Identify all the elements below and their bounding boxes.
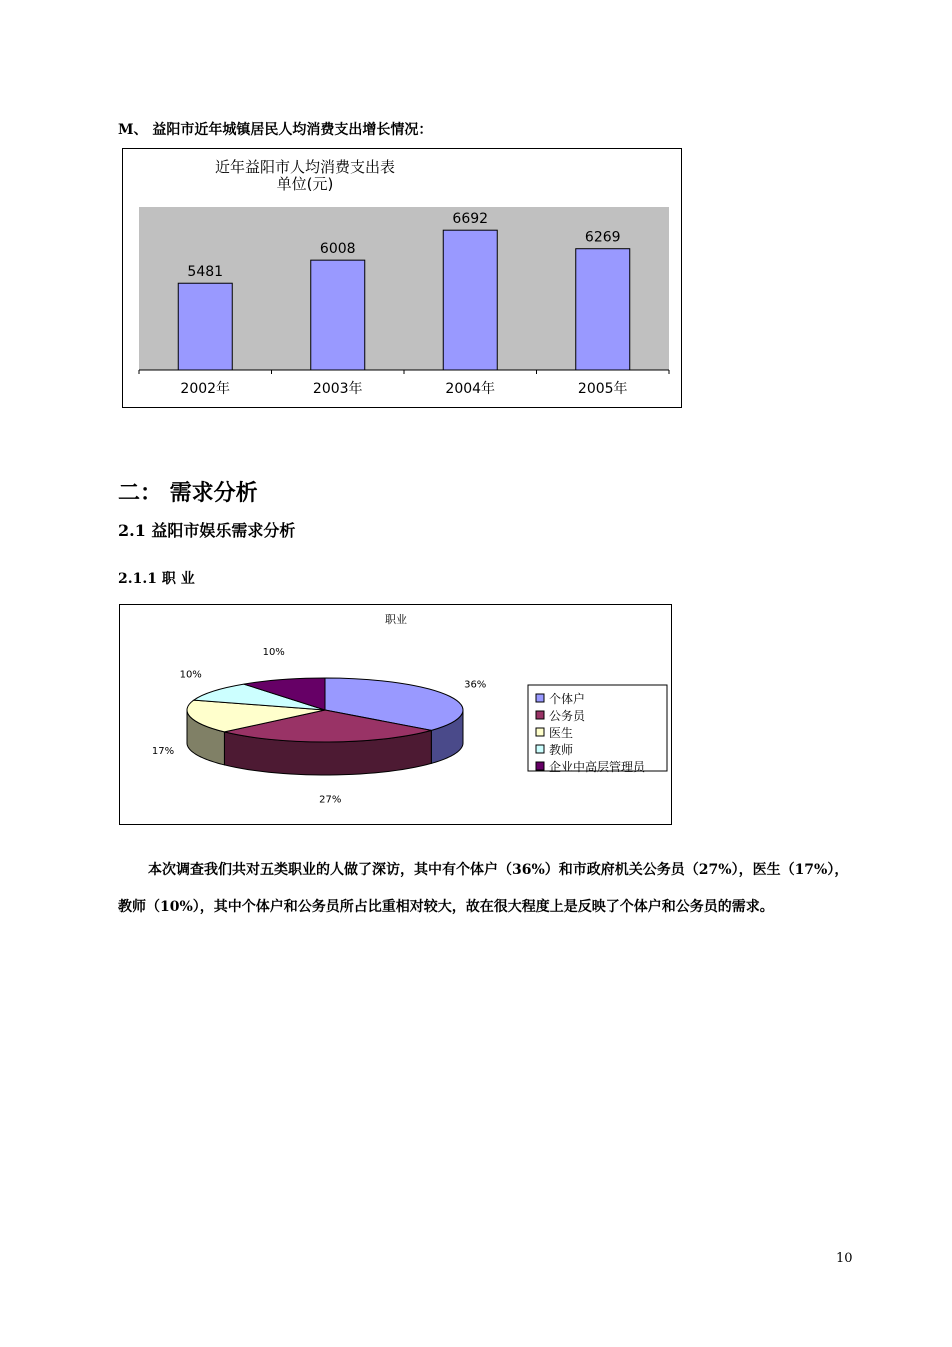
legend-swatch — [536, 694, 544, 702]
pie-percent-label: 36% — [464, 679, 487, 691]
body-paragraph: 本次调查我们共对五类职业的人做了深访，其中有个体户（36%）和市政府机关公务员（27%），医生（17%），教师（10%），其中个体户和公务员所占比重相对较大，故在很大程度上是反映了个体户和公务员的需求。 — [118, 862, 849, 915]
bar-chart-svg — [123, 149, 681, 407]
legend-swatch — [536, 762, 544, 770]
bar-chart-title: 近年益阳市人均消费支出表 — [214, 158, 396, 176]
bar-category-label: 2004年 — [445, 381, 496, 397]
pie-percent-label: 10% — [179, 669, 202, 681]
bar-category-label: 2003年 — [312, 381, 363, 397]
bar-data-label: 6269 — [584, 229, 621, 246]
bar-data-label: 6692 — [452, 211, 489, 228]
legend-swatch — [536, 745, 544, 753]
pie-percent-label: 27% — [319, 794, 342, 806]
pie-percent-label: 17% — [151, 745, 175, 757]
bar-2 — [311, 260, 365, 370]
pie-chart-title: 职业 — [385, 613, 407, 626]
legend-label: 企业中高层管理员 — [549, 760, 646, 774]
subsection-heading: 2.1 益阳市娱乐需求分析 — [118, 521, 296, 540]
occupation-pie-chart — [119, 604, 672, 825]
bar-data-label: 6008 — [319, 241, 356, 258]
pie-percent-label: 10% — [262, 647, 285, 659]
bar-category-label: 2002年 — [180, 381, 231, 397]
consumption-bar-chart — [122, 148, 682, 408]
legend-swatch — [536, 711, 544, 719]
legend-label: 个体户 — [549, 692, 586, 706]
bar-1 — [178, 283, 232, 370]
bar-category-label: 2005年 — [577, 381, 628, 397]
legend-swatch — [536, 728, 544, 736]
section-m-heading: M、 益阳市近年城镇居民人均消费支出增长情况： — [118, 122, 433, 138]
bar-data-label: 5481 — [187, 264, 224, 281]
bar-3 — [443, 230, 497, 370]
subsubsection-heading: 2.1.1 职 业 — [118, 571, 195, 587]
bar-chart-subtitle: 单位(元) — [276, 175, 334, 193]
section-2-heading: 二： 需求分析 — [118, 480, 258, 506]
pie-chart-svg — [120, 605, 671, 824]
legend-label: 公务员 — [549, 709, 586, 723]
legend-label: 教师 — [549, 743, 574, 757]
page-number: 10 — [836, 1251, 853, 1266]
bar-4 — [576, 249, 630, 370]
legend-label: 医生 — [549, 726, 574, 740]
